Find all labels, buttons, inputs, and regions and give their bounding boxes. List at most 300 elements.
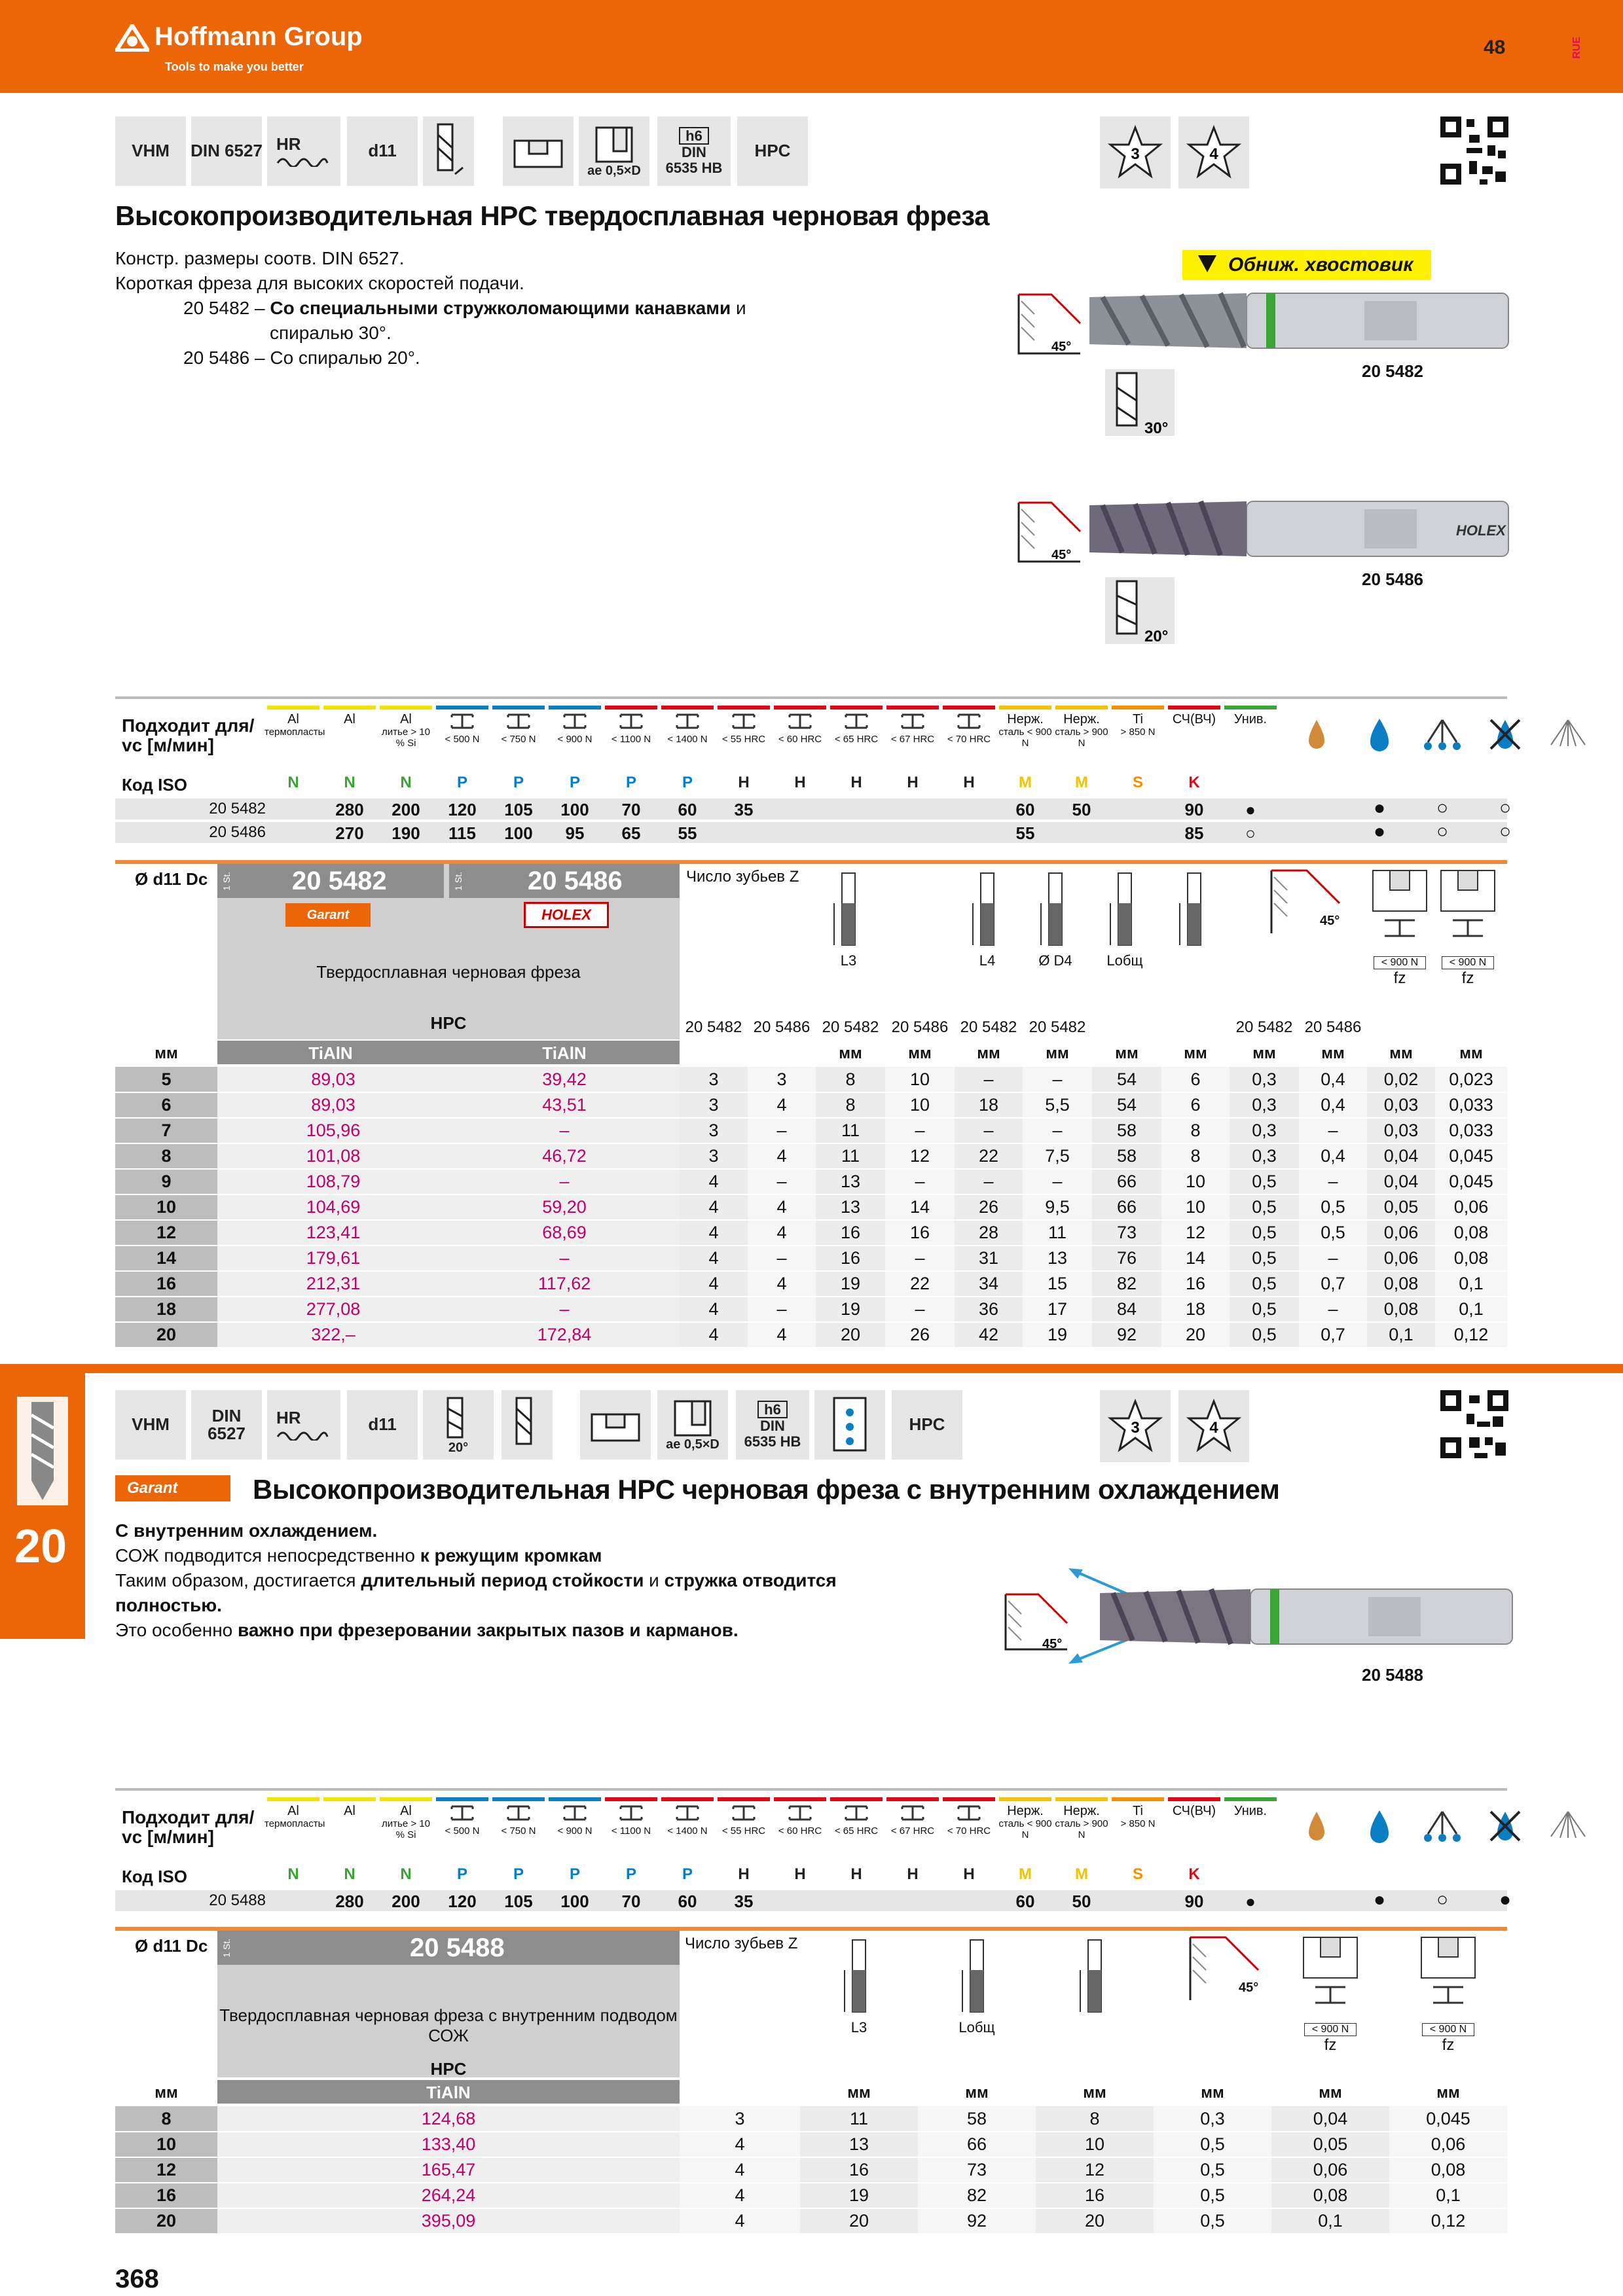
material-spec: термопласты: [264, 1818, 325, 1829]
material-column-head: [490, 712, 547, 745]
material-color-bar: [492, 1797, 545, 1801]
corner-chamfer-icon: [1267, 868, 1359, 946]
vc-value: 50: [1072, 1892, 1091, 1911]
spec-cell: 13: [800, 2132, 918, 2157]
symbol-hpc: HPC: [892, 1390, 962, 1460]
hpc-label: HPC: [430, 1013, 467, 1033]
emulsion-drop-icon: [1366, 1808, 1393, 1844]
material-color-bar: [323, 1797, 376, 1801]
spec-cell: –: [748, 1297, 816, 1322]
table-row[interactable]: [115, 1143, 1507, 1169]
spec-cell: 0,08: [1367, 1271, 1435, 1297]
iso-code: P: [682, 1865, 693, 1883]
spec-cell: 7,5: [1023, 1143, 1092, 1169]
unit-label: мм: [1115, 1045, 1139, 1062]
steel-beam-icon: [449, 1804, 475, 1822]
spec-cell: –: [885, 1246, 955, 1271]
spec-cell: 66: [918, 2132, 1036, 2157]
table-row[interactable]: [115, 2183, 1507, 2208]
applic-head: vc [м/мин]: [122, 1827, 214, 1847]
material-name: Нерж.: [1007, 1804, 1044, 1818]
vc-value: 55: [1015, 823, 1035, 843]
l3-icon: [820, 1937, 898, 2036]
hr-label: HR: [276, 134, 301, 154]
material-color-bar: [492, 706, 545, 709]
unit-label: мм: [839, 1045, 862, 1062]
spec-cell: 0,045: [1389, 2106, 1507, 2132]
price-cell: 43,51: [449, 1092, 680, 1118]
material-color-bar: [830, 706, 883, 709]
coolant-column: [1539, 1808, 1597, 1848]
material-column-head: [715, 712, 773, 745]
price-cell: 322,–: [217, 1322, 449, 1348]
desc-text: Это особенно: [115, 1620, 238, 1640]
h6-din-label: DIN: [760, 1418, 785, 1435]
material-column-head: [321, 1804, 378, 1818]
table-row[interactable]: [115, 1118, 1507, 1143]
fz-label: fz: [1461, 969, 1474, 987]
price-cell: 59,20: [449, 1194, 680, 1220]
dry-machining-icon: [1487, 1808, 1523, 1844]
unit-label: мм: [847, 2084, 871, 2102]
spec-cell: 0,045: [1435, 1169, 1507, 1194]
spec-cell: 0,3: [1230, 1092, 1299, 1118]
steel-beam-icon: [505, 712, 532, 730]
steel-beam-icon: [900, 712, 926, 730]
spec-cell: 19: [1023, 1322, 1092, 1348]
material-column-head: [1165, 712, 1223, 726]
table-row[interactable]: [115, 1067, 1507, 1092]
material-color-bar: [1224, 1797, 1277, 1801]
desc-line: Короткая фреза для высоких скоростей подачи.: [115, 273, 524, 293]
iso-code: M: [1075, 1865, 1088, 1883]
material-column-head: [602, 712, 660, 745]
material-column-head: [264, 712, 325, 738]
material-column-head: [546, 712, 604, 745]
price-cell: –: [449, 1118, 680, 1143]
spec-cell: 0,1: [1271, 2208, 1389, 2234]
vc-value: 190: [392, 823, 420, 843]
steel-beam-icon: [505, 1804, 532, 1822]
spec-cell: 0,7: [1299, 1322, 1367, 1348]
price-cell: 39,42: [449, 1067, 680, 1092]
steel-beam-icon: [900, 1804, 926, 1822]
ae-label: ae 0,5×D: [666, 1437, 720, 1452]
material-name: Al: [287, 712, 299, 726]
vc-value: 270: [335, 823, 364, 843]
chamfer-angle: 45°: [1051, 548, 1072, 562]
helix-angle-label: 30°: [1144, 420, 1169, 437]
vc-value: 85: [1184, 823, 1204, 843]
table-row[interactable]: [115, 1169, 1507, 1194]
steel-beam-icon: [562, 1804, 588, 1822]
drill-chapter-icon: [16, 1395, 69, 1507]
unit-label: мм: [908, 1045, 932, 1062]
dim-label: Ø D4: [1038, 952, 1072, 969]
material-column-head: [771, 712, 829, 745]
applic-article-code: 20 5482: [209, 800, 266, 817]
tool-image-5488[interactable]: [1061, 1567, 1519, 1665]
dim-label: Lобщ: [1106, 952, 1143, 969]
spec-cell: –: [1023, 1169, 1092, 1194]
spec-cell: 10: [885, 1067, 955, 1092]
spec-cell: 0,08: [1271, 2183, 1389, 2208]
tool-image-5486[interactable]: [1089, 490, 1515, 568]
spec-cell: –: [1299, 1118, 1367, 1143]
table-row[interactable]: [115, 1297, 1507, 1322]
coolant-suitability: ○: [1499, 797, 1512, 819]
article-5488[interactable]: 20 5488: [410, 1933, 505, 1962]
material-spec: > 850 N: [1120, 726, 1156, 738]
table-row[interactable]: [115, 2106, 1507, 2132]
price-table-1: [115, 1067, 1507, 1348]
vc-value: 60: [678, 800, 697, 819]
article-5482[interactable]: 20 5482: [292, 867, 387, 895]
teeth-4-label: 4: [1209, 145, 1218, 163]
spec-cell: 4: [748, 1092, 816, 1118]
coolant-column: [1413, 716, 1472, 756]
vc-value: 35: [734, 800, 754, 819]
spec-cell: 0,06: [1435, 1194, 1507, 1220]
price-cell: –: [449, 1246, 680, 1271]
material-spec: < 1100 N: [611, 1825, 651, 1837]
spec-cell: 4: [748, 1322, 816, 1348]
spec-cell: –: [1299, 1169, 1367, 1194]
iso-code: H: [850, 774, 862, 791]
spec-cell: 11: [816, 1143, 885, 1169]
spec-cell: 0,5: [1230, 1271, 1299, 1297]
spec-cell: 4: [680, 2157, 800, 2183]
ae-label: ae 0,5×D: [587, 163, 641, 178]
spec-cell: 16: [800, 2157, 918, 2183]
item-rest: и: [731, 298, 746, 318]
product-title-2: Высокопроизводительная HPC черновая фреза с внутренним охлаждением: [253, 1474, 1280, 1505]
spec-cell: 0,08: [1435, 1220, 1507, 1246]
helix-20-icon: [423, 1390, 494, 1460]
material-spec: сталь < 900 N: [998, 726, 1052, 749]
qr-code-icon[interactable]: [1438, 114, 1511, 187]
spec-cell: 0,05: [1271, 2132, 1389, 2157]
sub-header: 20 5482: [1029, 1018, 1086, 1036]
spec-cell: 92: [1092, 1322, 1161, 1348]
spec-cell: 36: [955, 1297, 1023, 1322]
material-column-head: [377, 1804, 435, 1840]
spec-cell: 0,5: [1230, 1169, 1299, 1194]
desc-text: Таким образом, достигается: [115, 1570, 361, 1590]
price-cell: 179,61: [217, 1246, 449, 1271]
unit-label: мм: [1389, 1045, 1413, 1062]
unit-mm: [115, 1045, 217, 1063]
iso-code: P: [456, 1865, 467, 1883]
hoffmann-logo[interactable]: Hoffmann Group: [115, 22, 363, 52]
unit-label: мм: [977, 1045, 1000, 1062]
iso-code: M: [1019, 774, 1032, 791]
material-color-bar: [605, 706, 657, 709]
material-color-bar: [718, 706, 770, 709]
spec-cell: 0,023: [1435, 1067, 1507, 1092]
price-cell: –: [449, 1297, 680, 1322]
item-bold: Со специальными стружколомающими канавками: [270, 298, 731, 318]
price-cell: 108,79: [217, 1169, 449, 1194]
spec-cell: 12: [1036, 2157, 1154, 2183]
diameter-cell: 18: [115, 1297, 217, 1322]
spec-cell: –: [885, 1118, 955, 1143]
arrow-down-icon: [1198, 255, 1216, 272]
spec-cell: 0,5: [1154, 2132, 1271, 2157]
corner-chamfer-icon: [1015, 496, 1087, 568]
table-row[interactable]: [115, 1194, 1507, 1220]
spec-cell: 6: [1161, 1092, 1230, 1118]
iso-code: H: [963, 1865, 975, 1883]
table-row[interactable]: [115, 1220, 1507, 1246]
material-column-head: [996, 1804, 1054, 1840]
spec-cell: –: [1023, 1118, 1092, 1143]
spec-cell: 10: [885, 1092, 955, 1118]
material-column-head: [1222, 1804, 1279, 1818]
material-name: СЧ(ВЧ): [1172, 1804, 1216, 1818]
diameter-cell: 8: [115, 1143, 217, 1169]
spec-cell: 0,02: [1367, 1067, 1435, 1092]
steel-beam-icon: [449, 712, 475, 730]
spec-cell: 0,5: [1154, 2157, 1271, 2183]
helix-angle-label: 20°: [448, 1440, 469, 1455]
price-cell: 133,40: [217, 2132, 680, 2157]
iso-code: S: [1132, 774, 1143, 791]
iso-code: H: [907, 774, 919, 791]
coating-5486: TiAlN: [542, 1043, 587, 1063]
spec-cell: 0,5: [1230, 1246, 1299, 1271]
page-number: 368: [115, 2265, 159, 2293]
spec-cell: 3: [680, 1143, 748, 1169]
price-cell: 172,84: [449, 1322, 680, 1348]
product-desc: Твердосплавная черновая фреза с внутренним подводом СОЖ: [219, 2005, 678, 2045]
table-row[interactable]: [115, 2157, 1507, 2183]
material-color-bar: [999, 1797, 1051, 1801]
fz-icon: [1435, 868, 1501, 988]
price-cell: 212,31: [217, 1271, 449, 1297]
suitable-for-label: [122, 1808, 254, 1847]
steel-beam-icon: [618, 1804, 644, 1822]
item-line2: спиралью 30°.: [270, 323, 392, 343]
d4-icon: [1023, 870, 1088, 969]
spec-cell: 34: [955, 1271, 1023, 1297]
spec-cell: 18: [955, 1092, 1023, 1118]
sub-header: 20 5486: [891, 1018, 949, 1036]
spec-cell: –: [748, 1118, 816, 1143]
price-cell: –: [449, 1169, 680, 1194]
material-column-head: [884, 712, 941, 745]
material-column-head: [1165, 1804, 1223, 1818]
unit-label: мм: [1459, 1045, 1483, 1062]
h6-label: h6: [679, 127, 709, 145]
iso-code: K: [1188, 1865, 1200, 1883]
spec-cell: 9,5: [1023, 1194, 1092, 1220]
material-column-head: [940, 712, 998, 745]
material-spec: < 67 HRC: [890, 1825, 935, 1837]
fz-icon: [1298, 1935, 1363, 2054]
unit-label: мм: [155, 1045, 178, 1062]
material-color-bar: [1112, 1797, 1164, 1801]
material-color-bar: [436, 706, 488, 709]
sub-header: 20 5482: [685, 1018, 742, 1036]
material-color-bar: [943, 706, 995, 709]
chapter-tab[interactable]: [0, 1369, 85, 1639]
spec-cell: 4: [680, 1220, 748, 1246]
spec-cell: 8: [816, 1092, 885, 1118]
article-5486[interactable]: 20 5486: [528, 867, 623, 895]
vc-value: 120: [448, 1892, 477, 1911]
vc-value: 70: [621, 800, 641, 819]
coolant-column: [1476, 716, 1535, 756]
material-spec: < 750 N: [501, 1825, 536, 1837]
symbol-h6-shank: [657, 117, 731, 186]
iso-code: H: [738, 1865, 750, 1883]
price-cell: 124,68: [217, 2106, 680, 2132]
pack-qty: 1 St.: [453, 872, 464, 891]
shank-icon: [1161, 870, 1227, 952]
desc-text: и: [644, 1570, 665, 1590]
vc-value: 90: [1184, 1892, 1204, 1911]
material-name: Al: [287, 1804, 299, 1818]
material-color-bar: [886, 1797, 939, 1801]
applic-head: Подходит для/: [122, 1807, 255, 1827]
material-column-head: [884, 1804, 941, 1837]
item-text: Со спиралью 20°.: [270, 348, 420, 368]
side-milling-icon: [657, 1390, 728, 1460]
spec-cell: 82: [1092, 1271, 1161, 1297]
material-name: Al: [400, 1804, 412, 1818]
material-spec: сталь > 900 N: [1055, 726, 1108, 749]
tool-image-5482[interactable]: [1089, 281, 1515, 360]
material-column-head: [1053, 1804, 1110, 1840]
vc-value: 100: [504, 823, 533, 843]
table-row[interactable]: [115, 1322, 1507, 1348]
vc-value: 100: [560, 1892, 589, 1911]
material-column-head: [1109, 1804, 1167, 1829]
material-spec: < 900 N: [557, 1825, 593, 1837]
wave-icon: [276, 1427, 329, 1441]
fz-range: < 900 N: [1442, 956, 1494, 969]
spec-cell: 0,06: [1367, 1220, 1435, 1246]
material-color-bar: [718, 1797, 770, 1801]
spec-cell: 19: [816, 1297, 885, 1322]
material-color-bar: [267, 706, 319, 709]
diameter-cell: 16: [115, 2183, 217, 2208]
coolant-column: [1287, 716, 1346, 756]
desc-bold: длительный период стойкости: [361, 1570, 644, 1590]
price-cell: 264,24: [217, 2183, 680, 2208]
spec-cell: 4: [680, 1322, 748, 1348]
spec-cell: 10: [1036, 2132, 1154, 2157]
diameter-header: Ø d11 Dc: [135, 1936, 208, 1956]
material-name: Ti: [1133, 712, 1143, 726]
spec-cell: –: [1299, 1297, 1367, 1322]
steel-beam-icon: [562, 712, 588, 730]
spec-cell: 73: [918, 2157, 1036, 2183]
coolant-column: [1287, 1808, 1346, 1848]
table-row[interactable]: [115, 1271, 1507, 1297]
material-name: Ti: [1133, 1804, 1143, 1818]
material-name: Нерж.: [1007, 712, 1044, 726]
steel-beam-icon: [787, 1804, 813, 1822]
table-row[interactable]: [115, 1246, 1507, 1271]
table-row[interactable]: [115, 2208, 1507, 2234]
slot-milling-icon: [503, 117, 574, 186]
application-table-2: [115, 1788, 1512, 1916]
garant-brand: Garant: [115, 1475, 230, 1501]
desc-bold: С внутренним охлаждением.: [115, 1520, 378, 1541]
material-column-head: [828, 1804, 885, 1837]
spec-cell: 4: [680, 1194, 748, 1220]
corner-chamfer-icon: [1186, 1935, 1278, 2013]
material-column-head: [715, 1804, 773, 1837]
vc-value: 280: [335, 1892, 364, 1911]
helix-tool-icon: [501, 1390, 553, 1460]
spec-cell: 6: [1161, 1067, 1230, 1092]
spec-cell: 0,06: [1367, 1246, 1435, 1271]
material-column-head: [546, 1804, 604, 1837]
table-row[interactable]: [115, 1092, 1507, 1118]
item-5482: [115, 296, 746, 321]
spec-cell: 31: [955, 1246, 1023, 1271]
vc-value: 70: [621, 1892, 641, 1911]
iso-code: P: [569, 774, 580, 791]
material-spec: < 65 HRC: [834, 1825, 879, 1837]
material-spec: < 60 HRC: [778, 734, 822, 745]
coolant-suitability: ●: [1373, 1889, 1386, 1910]
tool-label-5486: 20 5486: [1362, 569, 1423, 589]
section-divider: [0, 1364, 1623, 1373]
spec-cell: 0,08: [1435, 1246, 1507, 1271]
air-blast-icon: [1547, 716, 1589, 753]
helix-30-icon: [1104, 368, 1176, 437]
chamfer-angle: 45°: [1042, 1637, 1063, 1651]
oil-drop-icon: [1304, 1808, 1330, 1844]
fz-icon: [1367, 868, 1432, 988]
spec-cell: 0,4: [1299, 1092, 1367, 1118]
symbol-hr: [267, 117, 340, 186]
shank-icon: [1055, 1937, 1134, 2019]
coolant-suitability: ●: [1373, 797, 1386, 819]
material-spec: < 500 N: [445, 734, 480, 745]
h6-std-label: 6535 HB: [744, 1433, 801, 1450]
material-spec: < 55 HRC: [721, 734, 766, 745]
diameter-cell: 12: [115, 1220, 217, 1246]
material-color-bar: [267, 1797, 319, 1801]
coolant-column: [1476, 1808, 1535, 1848]
tagline: Tools to make you better: [165, 60, 304, 73]
material-spec: < 900 N: [557, 734, 593, 745]
coolant-suitability: ○: [1436, 797, 1449, 819]
table-row[interactable]: [115, 2132, 1507, 2157]
teeth-header: Число зубьев Z: [686, 868, 799, 886]
spec-cell: 11: [816, 1118, 885, 1143]
spec-cell: 8: [816, 1067, 885, 1092]
wave-icon: [276, 154, 329, 167]
spec-cell: 0,5: [1230, 1220, 1299, 1246]
teeth-4-icon: [1178, 117, 1249, 188]
iso-code: M: [1075, 774, 1088, 791]
spec-cell: 76: [1092, 1246, 1161, 1271]
iso-code: S: [1132, 1865, 1143, 1883]
spec-cell: 4: [680, 2183, 800, 2208]
vc-value: 100: [560, 800, 589, 819]
material-spec: > 850 N: [1120, 1818, 1156, 1829]
qr-code-icon[interactable]: [1438, 1388, 1511, 1461]
desc-text: СОЖ подводится непосредственно: [115, 1545, 420, 1566]
spec-cell: 4: [748, 1220, 816, 1246]
diameter-cell: 8: [115, 2106, 217, 2132]
